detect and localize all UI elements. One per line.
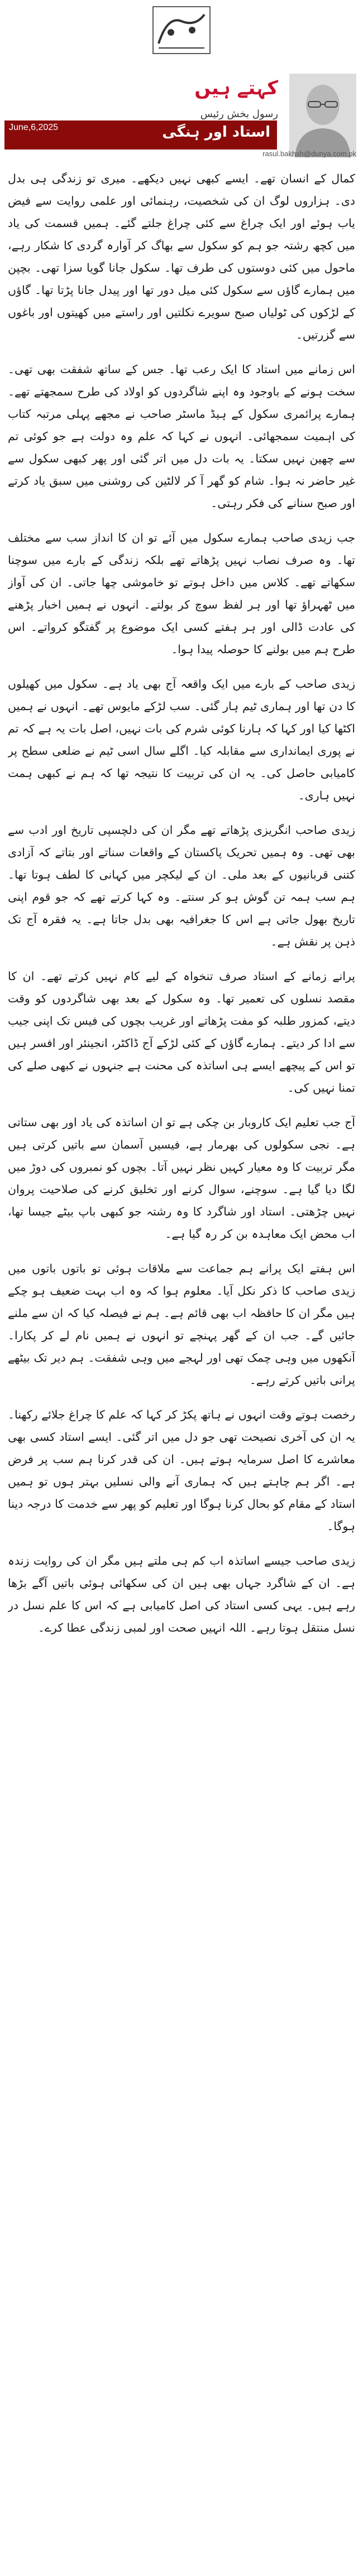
article-paragraph: کمال کے انسان تھے۔ ایسے کبھی نہیں دیکھے۔ میری تو زندگی ہی بدل دی۔ ہزاروں لوگ ان کی شخصیت، رہنمائی اور علمی روایت سے فیض یاب ہوئے اور ایک چراغ سے کئی چراغ جلتے گئے۔ ہمیں قسمت کی یاد میں کچھ رشتہ جو ہم کو سکول سے بھاگ کر آوارہ گردی کا شکار رہے، ماحول میں کئی دوستوں کی طرف تھا۔ سکول جانا گویا سزا تھی۔ بچپن میں ہمارے گاؤں سے سکول کئی میل دور تھا اور پیدل جانا پڑتا تھا۔ گاؤں کے لڑکوں کی ٹولیاں صبح سویرے نکلتیں اور راستے میں کھیتوں اور باغوں سے گزرتیں۔ (8, 172, 355, 341)
column-brand (189, 77, 278, 110)
article-paragraph: اس ہفتے ایک پرانے ہم جماعت سے ملاقات ہوئی تو باتوں باتوں میں زیدی صاحب کا ذکر نکل آیا۔ معلوم ہوا کہ وہ اب بہت ضعیف ہو چکے ہیں مگر ان کا حافظہ اب بھی قائم ہے۔ ہم نے فیصلہ کیا کہ ان سے ملنے جائیں گے۔ جب ان کے گھر پہنچے تو انہوں نے ہمیں نام لے کر پکارا۔ آنکھوں میں وہی چمک تھی اور لہجے میں وہی شفقت۔ ہم دیر تک بیٹھے پرانی باتیں کرتے رہے۔ (8, 1262, 355, 1387)
column-brand-text: کہتے ہیں (194, 77, 278, 99)
logo-graphic (151, 4, 212, 56)
article-paragraph: زیدی صاحب جیسے اساتذہ اب کم ہی ملتے ہیں مگر ان کی روایت زندہ ہے۔ ان کے شاگرد جہاں بھی ہیں ان کی سکھائی ہوئی باتیں آگے بڑھا رہے ہیں۔ یہی کسی استاد کی اصل کامیابی ہے کہ اس کا علم نسل در نسل منتقل ہوتا رہے۔ اللہ انہیں صحت اور لمبی زندگی عطا کرے۔ (8, 1554, 355, 1634)
article-paragraph: پرانے زمانے کے استاد صرف تنخواہ کے لیے کام نہیں کرتے تھے۔ ان کا مقصد نسلوں کی تعمیر تھا۔ وہ سکول کے بعد بھی شاگردوں کو وقت دیتے، کمزور طلبہ کو مفت پڑھاتے اور غریب بچوں کی فیس تک اپنی جیب سے ادا کر دیتے۔ ہمارے گاؤں کے کئی لڑکے آج ڈاکٹر، انجینئر اور افسر ہیں تو اس کے پیچھے ایسے ہی اساتذہ کی محنت ہے جنہوں نے کبھی صلے کی تمنا نہیں کی۔ (8, 969, 355, 1094)
avatar-icon (289, 74, 356, 157)
title-bar (4, 120, 277, 149)
publish-date: June,6,2025 (9, 123, 59, 132)
author-photo (289, 74, 356, 157)
article-paragraph: رخصت ہوتے وقت انہوں نے ہاتھ پکڑ کر کہا کہ علم کا چراغ جلائے رکھنا۔ یہ ان کی آخری نصیحت تھی جو دل میں اتر گئی۔ ایسے استاد کسی بھی معاشرے کا اصل سرمایہ ہوتے ہیں۔ ان کی قدر کرنا ہم سب پر فرض ہے۔ اگر ہم چاہتے ہیں کہ ہماری آنے والی نسلیں بہتر ہوں تو ہمیں استاد کے مقام کو بحال کرنا ہوگا اور تعلیم کو پھر سے خدمت کا درجہ دینا ہوگا۔ (8, 1408, 355, 1533)
article-paragraph: آج جب تعلیم ایک کاروبار بن چکی ہے تو ان اساتذہ کی یاد اور بھی ستاتی ہے۔ نجی سکولوں کی بھرمار ہے، فیسیں آسمان سے باتیں کرتی ہیں مگر تربیت کا وہ معیار کہیں نظر نہیں آتا۔ بچوں کو نمبروں کی دوڑ میں لگا دیا گیا ہے۔ سوچنے، سوال کرنے اور تخلیق کرنے کی صلاحیت پروان نہیں چڑھتی۔ استاد اور شاگرد کا وہ رشتہ جو کبھی باپ بیٹے جیسا تھا، اب محض ایک معاہدہ بن کر رہ گیا ہے۔ (8, 1116, 355, 1241)
column-title: استاد اور ہنگی (162, 124, 270, 141)
masthead (0, 0, 363, 67)
article-paragraph: زیدی صاحب انگریزی پڑھاتے تھے مگر ان کی دلچسپی تاریخ اور ادب سے بھی تھی۔ وہ ہمیں تحریک پاکستان کے واقعات سناتے اور بتاتے کہ آزادی کتنی قربانیوں کے بعد ملی۔ ان کے لیکچر میں کہانی کا لطف ہوتا تھا۔ ہم سب ہمہ تن گوش ہو کر سنتے۔ وہ کہا کرتے تھے کہ جو قوم اپنی تاریخ بھول جاتی ہے اس کا جغرافیہ بھی بدل جاتا ہے۔ یہ فقرہ آج تک ذہن پر نقش ہے۔ (8, 823, 355, 948)
article-body (8, 167, 355, 2566)
author-name: رسول بخش رئیس (200, 108, 278, 120)
column-header (0, 71, 363, 161)
author-email[interactable]: rasul.bakhsh@dunya.com.pk (262, 149, 356, 158)
newspaper-logo[interactable] (151, 4, 212, 56)
article-paragraph: اس زمانے میں استاد کا ایک رعب تھا۔ جس کے ساتھ شفقت بھی تھی۔ سخت ہونے کے باوجود وہ اپنے شاگردوں کو اولاد کی طرح سمجھتے تھے۔ ہمارے پرائمری سکول کے ہیڈ ماسٹر صاحب نے مجھے پہلی مرتبہ کتاب کی اہمیت سمجھائی۔ انہوں نے کہا کہ علم وہ دولت ہے جو کوئی تم سے چھین نہیں سکتا۔ یہ بات دل میں اتر گئی اور پھر کبھی سکول سے غیر حاضر نہ ہوا۔ شام کو گھر آ کر لالٹین کی روشنی میں سبق یاد کرتے اور صبح سنانے کی فکر رہتی۔ (8, 363, 355, 510)
article-paragraph: زیدی صاحب کے بارے میں ایک واقعہ آج بھی یاد ہے۔ سکول میں کھیلوں کا دن تھا اور ہماری ٹیم ہار گئی۔ سب لڑکے مایوس تھے۔ انہوں نے ہمیں اکٹھا کیا اور کہا کہ ہارنا کوئی شرم کی بات نہیں، اصل بات یہ ہے کہ تم نے پوری ایمانداری سے مقابلہ کیا۔ اگلے سال اسی ٹیم نے ضلعی سطح پر کامیابی حاصل کی۔ یہ ان کی تربیت کا نتیجہ تھا کہ ہم نے کبھی ہمت نہیں ہاری۔ (8, 677, 355, 802)
article-paragraph: جب زیدی صاحب ہمارے سکول میں آئے تو ان کا انداز سب سے مختلف تھا۔ وہ صرف نصاب نہیں پڑھاتے تھے بلکہ زندگی کے بارے میں سوچنا سکھاتے تھے۔ کلاس میں داخل ہوتے تو خاموشی چھا جاتی۔ ان کی آواز میں ٹھہراؤ تھا اور ہر لفظ سوچ کر بولتے۔ انہوں نے ہمیں اخبار پڑھنے کی عادت ڈالی اور ہر ہفتے کسی ایک موضوع پر گفتگو کرواتے۔ اس طرح ہم میں بولنے کا حوصلہ پیدا ہوا۔ (8, 531, 355, 656)
